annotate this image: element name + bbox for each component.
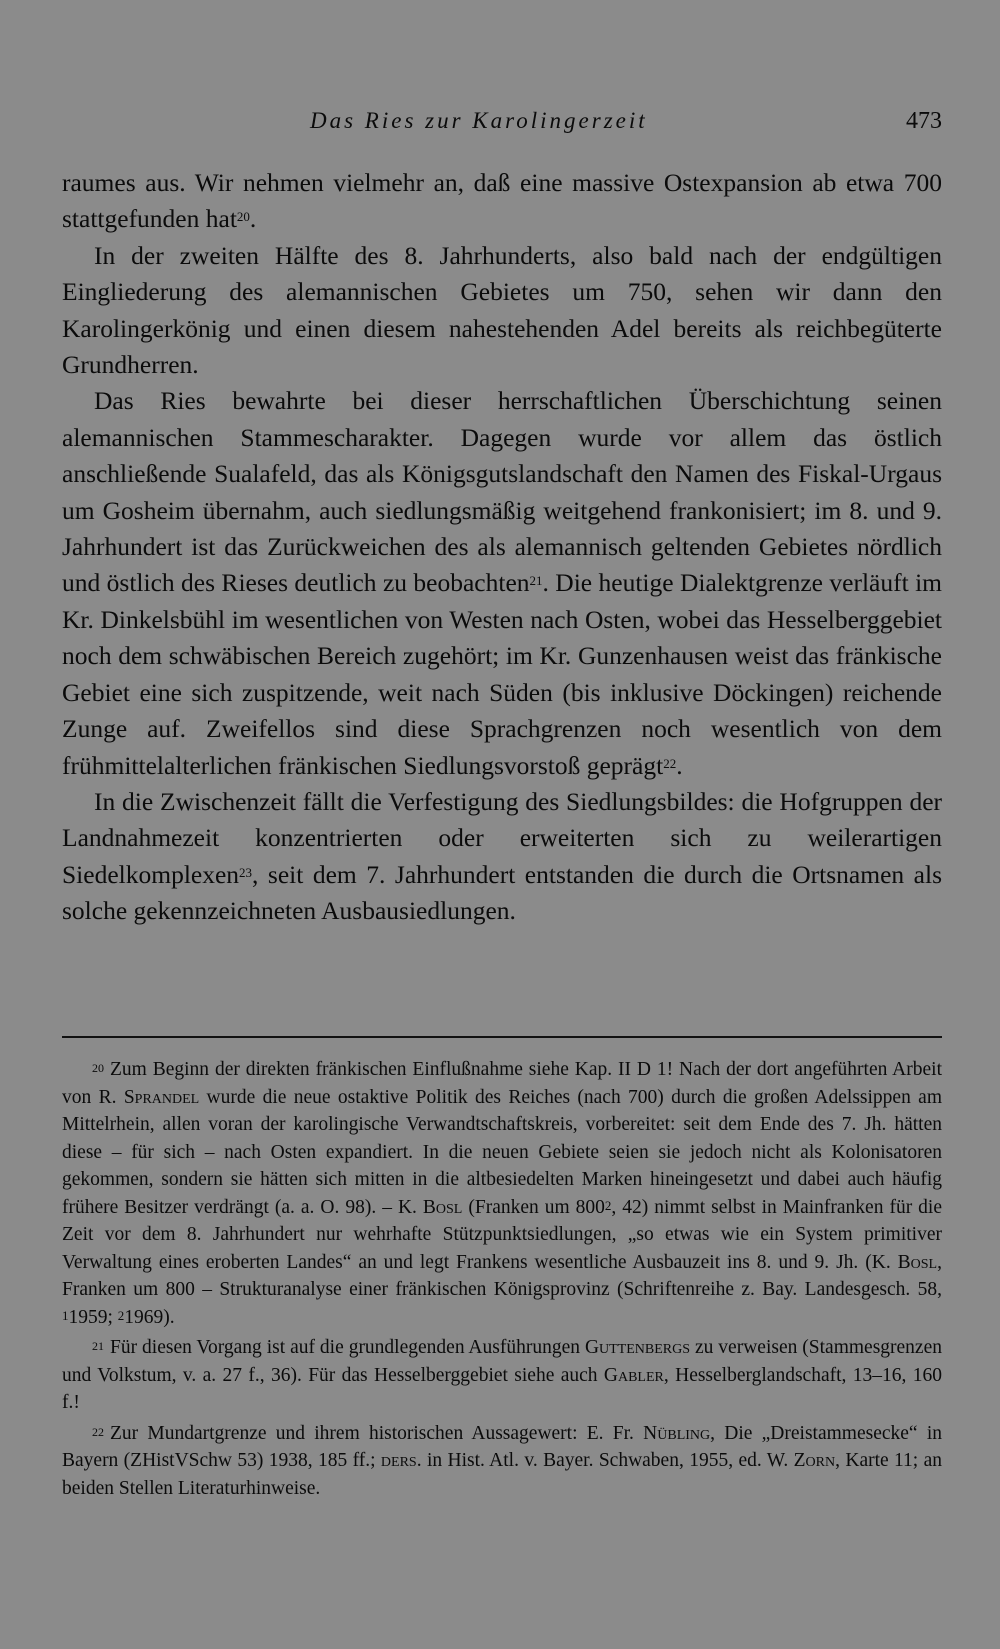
paragraph-1: raumes aus. Wir nehmen vielmehr an, daß eine massive Ostexpansion ab etwa 700 stattgefunden hat$^{20}$.: [62, 168, 942, 234]
footnote-number: 21: [92, 1339, 104, 1353]
footnote-22: $^{22}$ Zur Mundartgrenze und ihrem historischen Aussagewert: E. Fr. Nübling, Die „Dreistammesecke“ in Bayern (ZHistVSchw 53) 1938, 185 ff.; ders. in Hist. Atl. v. Bayer. Schwaben, 1955, ed. W. Zorn, Karte 11; an beiden Stellen Literaturhinweise.: [62, 1422, 943, 1499]
author-name: Zorn: [793, 1450, 836, 1471]
footnote-21: $^{21}$ Für diesen Vorgang ist auf die grundlegenden Ausführungen Guttenbergs zu verweisen (Stammesgrenzen und Volkstum, v. a. 27 f., 36). Für das Hesselberggebiet siehe auch Gabler, Hesselberglandschaft, 13–16, 160 f.!: [62, 1337, 942, 1413]
author-name: Guttenbergs: [584, 1337, 691, 1358]
footnote-number: 22: [92, 1424, 104, 1439]
main-text: [62, 165, 942, 930]
author-name: Bosl: [897, 1251, 938, 1273]
footnote-ref-22: 22: [663, 755, 677, 771]
footnote-ref-23: 23: [239, 864, 253, 880]
author-name: ders.: [380, 1450, 422, 1471]
author-name: Sprandel: [123, 1086, 200, 1108]
footnote-20: $^{20}$ Zum Beginn der direkten fränkischen Einflußnahme siehe Kap. II D 1! Nach der dort angeführten Arbeit von R. Sprandel wurde die neue ostaktive Politik des Reiches (nach 700) durch die großen Adelssippen am Mittelrhein, allen voran der karolingische Verwandtschaftskreis, vorbereitet: seit dem Ende des 7. Jh. hätten diese – für sich – nach Osten expandiert. In die neuen Gebiete seien sie jedoch nicht als Kolonisatoren gekommen, sondern sie hätten sich mitten in die altbesiedelten Marken hineingesetzt und dabei auch häufig frühere Besitzer verdrängt (a. a. O. 98). – K. Bosl (Franken um $800^2$, 42) nimmt selbst in Mainfranken für die Zeit vor dem 8. Jahrhundert nur wehrhafte Stützpunktsiedlungen, „so etwas wie ein System primitiver Verwaltung eines eroberten Landes“ an und legt Frankens wesentliche Ausbauzeit ins 8. und 9. Jh. (K. Bosl, Franken um 800 – Strukturanalyse einer fränkischen Königsprovinz (Schriftenreihe z. Bay. Landesgesch. 58, $^1$1959; $^2$1969).: [62, 1059, 943, 1328]
author-name: Gabler: [603, 1364, 664, 1386]
page-number: 473: [906, 108, 942, 134]
footnotes: [62, 1056, 942, 1502]
footnote-ref-21: 21: [529, 573, 543, 589]
author-name: Bosl: [422, 1196, 463, 1218]
page-header: [62, 108, 942, 148]
paragraph-3: Das Ries bewahrte bei dieser herrschaftlichen Überschichtung seinen alemannischen Stammescharakter. Dagegen wurde vor allem das östlich anschließende Sualafeld, das als Königsgutslandschaft den Namen des Fiskal-Urgaus um Gosheim übernahm, auch siedlungsmäßig weitgehend frankonisiert; im 8. und 9. Jahrhundert ist das Zurückweichen des als alemannisch geltenden Gebietes nördlich und östlich des Rieses deutlich zu beobachten$^{21}$. Die heutige Dialektgrenze verläuft im Kr. Dinkelsbühl im wesentlichen von Westen nach Osten, wobei das Hesselberggebiet noch dem schwäbischen Bereich zugehört; im Kr. Gunzenhausen weist das fränkische Gebiet eine sich zuspitzende, weit nach Süden (bis inklusive Döckingen) reichende Zunge auf. Zweifellos sind diese Sprachgrenzen noch wesentlich von dem frühmittelalterlichen fränkischen Siedlungsvorstoß geprägt$^{22}$.: [62, 386, 942, 780]
footnote-ref-20: 20: [236, 209, 250, 225]
author-name: Nübling: [643, 1422, 711, 1444]
footnote-separator: [62, 1036, 942, 1038]
paragraph-4: In die Zwischenzeit fällt die Verfestigung des Siedlungsbildes: die Hofgruppen der Landnahmezeit konzentrierten oder erweiterten sich zu weilerartigen Siedelkomplexen$^{23}$, seit dem 7. Jahrhundert entstanden die durch die Ortsnamen als solche gekennzeichneten Ausbausiedlungen.: [62, 786, 942, 926]
paragraph-2: In der zweiten Hälfte des 8. Jahrhunderts, also bald nach der endgültigen Eingliederung des alemannischen Gebietes um 750, sehen wir dann den Karolingerkönig und einen diesem nahestehenden Adel bereits als reichbegüterte Grundherren.: [62, 240, 942, 380]
footnote-number: 20: [92, 1061, 104, 1075]
running-title: Das Ries zur Karolingerzeit: [310, 108, 648, 133]
